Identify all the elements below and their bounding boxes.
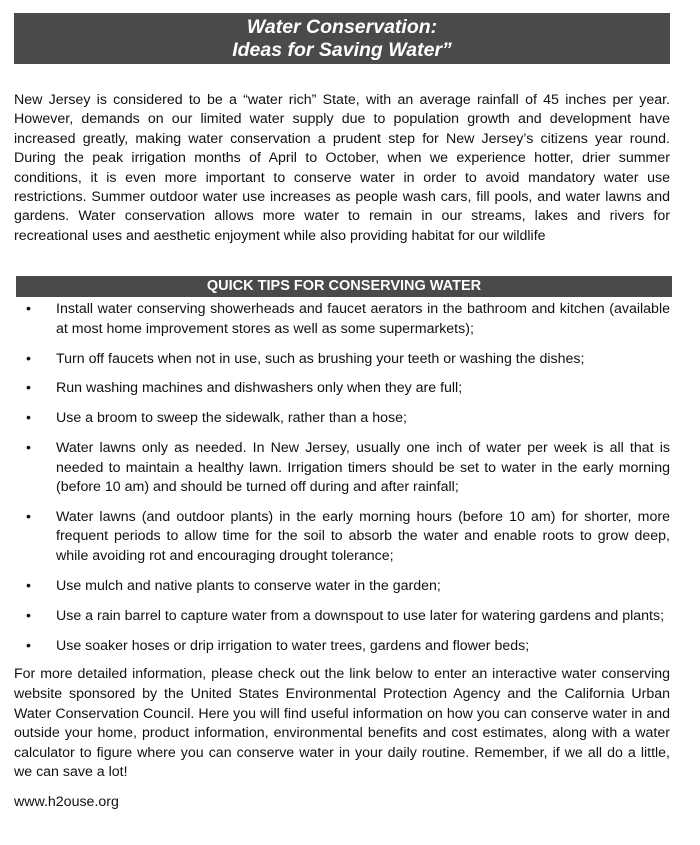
tip-text: Water lawns (and outdoor plants) in the early morning hours (before 10 am) for shorter, more frequent periods to allow time for the soil to absorb the water and enable roots to grow deep, while avoiding rot and encouraging drought tolerance; [56,509,670,564]
tip-text: Water lawns only as needed. In New Jersey, usually one inch of water per week is all that is needed to maintain a healthy lawn. Irrigation timers should be set to water in the early morning (before 10 am) and should be turned off during and after rainfall; [56,440,670,496]
intro-paragraph: New Jersey is considered to be a “water rich” State, with an average rainfall of 45 inches per year. However, demands on our limited water supply due to population growth and development have increased greatly, making water conservation a prudent step for New Jersey’s citizens year round. During the peak irrigation months of April to October, when we experience hotter, drier summer conditions, it is even more important to conserve water in order to avoid mandatory water use restrictions. Summer outdoor water use increases as people wash cars, fill pools, and water lawns and gardens. Water conservation allows more water to remain in our streams, lakes and rivers for recreational uses and aesthetic enjoyment while also providing habitat for our wildlife [14,92,670,244]
list-item [14,508,670,566]
tip-text: Use mulch and native plants to conserve water in the garden; [56,577,441,594]
list-item [14,607,670,626]
bullet-icon: • [26,577,31,594]
list-item [14,439,670,497]
website-link[interactable]: www.h2ouse.org [14,794,119,810]
list-item [14,577,670,596]
bullet-icon: • [26,509,31,525]
list-item [14,637,670,656]
list-item [14,379,670,398]
outro-paragraph: For more detailed information, please check out the link below to enter an interactive water conserving website sponsored by the United States Environmental Protection Agency and the California Urban Water Conservation Council. Here you will find useful information on how you can conserve water in and outside your home, product information, environmental benefits and cost estimates, along with a water calculator to figure where you can conserve water in your daily routine. Remember, if we all do a little, we can save a lot! [14,666,670,781]
title-banner [14,13,670,64]
tips-heading: QUICK TIPS FOR CONSERVING WATER [16,276,672,297]
bullet-icon: • [26,637,31,654]
bullet-icon: • [26,350,31,367]
tip-text: Use a broom to sweep the sidewalk, rather than a hose; [56,410,407,427]
bullet-icon: • [26,380,31,397]
tip-text: Use a rain barrel to capture water from a downspout to use later for watering gardens and plants; [56,607,665,624]
bullet-icon: • [26,301,31,318]
list-item [14,350,670,369]
tip-text: Use soaker hoses or drip irrigation to water trees, gardens and flower beds; [56,637,530,654]
tip-text: Install water conserving showerheads and faucet aerators in the bathroom and kitchen (available at most home improvement stores as well as some supermarkets); [56,301,670,337]
bullet-icon: • [26,440,31,457]
tip-text: Run washing machines and dishwashers only when they are full; [56,380,463,397]
document-page [14,13,670,812]
list-item [14,300,670,339]
bullet-icon: • [26,607,31,624]
bullet-icon: • [26,410,31,427]
title-line-1: Water Conservation: [246,16,438,38]
tips-list [14,300,670,656]
tip-text: Turn off faucets when not in use, such as brushing your teeth or washing the dishes; [56,350,585,367]
list-item [14,409,670,428]
title-line-2: Ideas for Saving Water” [232,39,452,61]
